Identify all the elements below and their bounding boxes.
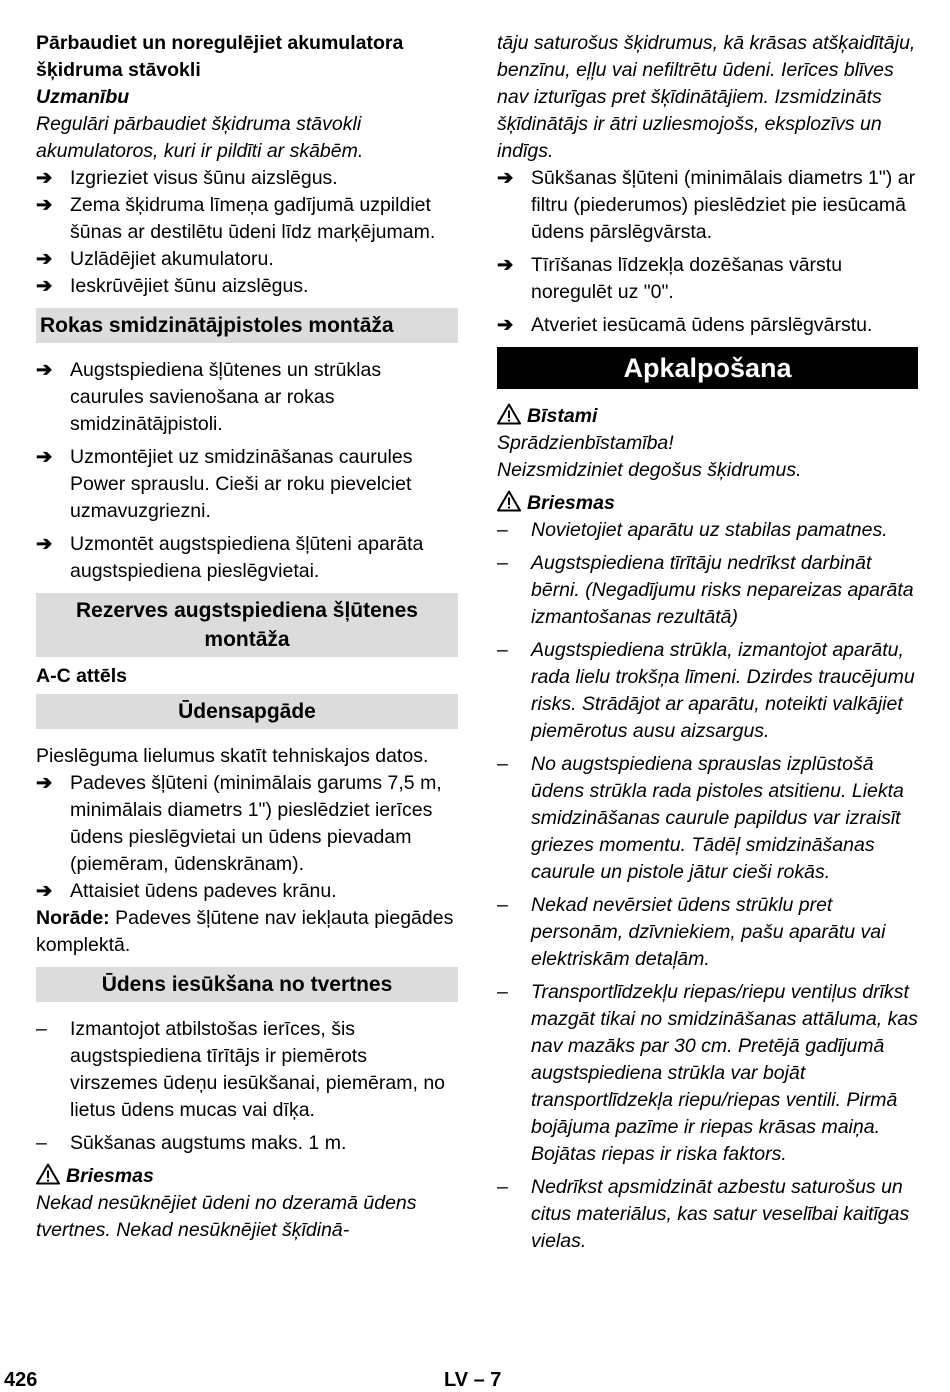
list-item: ➔ Uzmontējiet uz smidzināšanas caurules Power sprauslu. Cieši ar roku pievelciet uzmavuzgriezni.: [36, 446, 413, 522]
list-item: – Sūkšanas augstums maks. 1 m.: [36, 1130, 458, 1157]
list-item: ➔ Attaisiet ūdens padeves krānu.: [36, 878, 458, 905]
list-item: – Augstspiediena tīrītāju nedrīkst darbināt bērni. (Negadījumu risks nepareizas aparāta izmantošanas rezultātā): [497, 552, 914, 628]
arrow-icon: ➔: [36, 533, 53, 555]
list-item: ➔ Augstspiediena šļūtenes un strūklas caurules savienošana ar rokas smidzinātājpistoli.: [36, 359, 382, 435]
section-heading-water-supply: Ūdensapgāde: [36, 694, 458, 729]
water-supply-text: Pieslēguma lielumus skatīt tehniskajos datos.: [36, 745, 429, 767]
list-item: ➔ Tīrīšanas līdzekļa dozēšanas vārstu noregulēt uz "0".: [497, 254, 843, 303]
dash-marker: –: [36, 1018, 47, 1040]
continued-danger-text: tāju saturošus šķidrumus, kā krāsas atšķaidītāju, benzīnu, eļļu vai nefiltrētu ūdeni. Ierīces blīves nav izturīgas pret šķīdinātājiem. Izsmidzināts šķīdinātājs ir ātri uzliesmojošs, eksplozīvs un indīgs.: [497, 32, 916, 162]
dash-marker: –: [36, 1132, 47, 1154]
dash-marker: –: [497, 639, 508, 661]
list-item: – Izmantojot atbilstošas ierīces, šis augstspiediena tīrītājs ir piemērots virszemes ūdeņu iesūkšanai, piemēram, no lietus ūdens mucas vai dīķa.: [36, 1018, 446, 1121]
caution-text: Regulāri pārbaudiet šķidruma stāvokli akumulatoros, kuri ir pildīti ar skābēm.: [36, 113, 364, 162]
list-item: ➔ Zema šķidruma līmeņa gadījumā uzpildiet šūnas ar destilētu ūdeni līdz marķējumam.: [36, 194, 436, 243]
dash-marker: –: [497, 1176, 508, 1198]
danger-heading: Briesmas: [497, 490, 918, 517]
note-label: Norāde:: [36, 907, 110, 929]
arrow-icon: ➔: [36, 359, 53, 381]
language-page-label: LV – 7: [444, 1369, 502, 1391]
warning-triangle-icon: [36, 1163, 60, 1185]
list-item: ➔ Padeves šļūteni (minimālais garums 7,5 m, minimālais diametrs 1") pieslēdziet ierīces ūdens pieslēgvietai un ūdens pievadam (piemēram, ūdenskrānam).: [36, 772, 442, 875]
section-heading-operation: Apkalpošana: [497, 347, 918, 389]
arrow-icon: ➔: [36, 880, 53, 902]
list-item: – No augstspiediena sprauslas izplūstošā ūdens strūkla rada pistoles atsitienu. Liekta smidzināšanas caurule papildus var izraisīt griezes momentu. Tādēļ smidzināšanas caurule un pistole jātur cieši rokās.: [497, 753, 904, 883]
section-heading-tank-suction: Ūdens iesūkšana no tvertnes: [36, 967, 458, 1002]
list-item: ➔ Atveriet iesūcamā ūdens pārslēgvārstu.: [497, 312, 918, 339]
list-item: ➔ Ieskrūvējiet šūnu aizslēgus.: [36, 273, 458, 300]
arrow-icon: ➔: [36, 446, 53, 468]
hazard-line-2: Neizsmidziniet degošus šķidrumus.: [497, 459, 802, 481]
arrow-icon: ➔: [36, 275, 53, 297]
arrow-icon: ➔: [36, 167, 53, 189]
battery-heading: Pārbaudiet un noregulējiet akumulatora šķidruma stāvokli: [36, 32, 404, 81]
arrow-icon: ➔: [36, 248, 53, 270]
danger-heading: Briesmas: [36, 1163, 458, 1190]
list-item: – Nekad nevērsiet ūdens strūklu pret personām, dzīvniekiem, pašu aparātu vai elektriskām detaļām.: [497, 894, 886, 970]
dash-marker: –: [497, 981, 508, 1003]
dash-marker: –: [497, 753, 508, 775]
arrow-icon: ➔: [497, 167, 514, 189]
section-heading-pistol: Rokas smidzinātājpistoles montāža: [36, 308, 458, 343]
caution-label: Uzmanību: [36, 86, 130, 108]
page-number: 426: [4, 1369, 38, 1391]
list-item: ➔ Sūkšanas šļūteni (minimālais diametrs 1") ar filtru (piederumos) pieslēdziet pie iesūcamā ūdens pārslēgvārsta.: [497, 167, 916, 243]
note-paragraph: [36, 905, 458, 959]
dash-marker: –: [497, 552, 508, 574]
arrow-icon: ➔: [36, 772, 53, 794]
list-item: ➔ Izgrieziet visus šūnu aizslēgus.: [36, 165, 458, 192]
arrow-icon: ➔: [36, 194, 53, 216]
warning-triangle-icon: [497, 403, 521, 425]
list-item: – Transportlīdzekļu riepas/riepu ventiļus drīkst mazgāt tikai no smidzināšanas attāluma, kas nav mazāks par 30 cm. Pretējā gadījumā augstspiediena strūkla var bojāt transportlīdzekļa riepu/riepas ventili. Pirmā bojājuma pazīme ir riepas krāsas maiņa. Bojātas riepas ir riska faktors.: [497, 981, 918, 1165]
arrow-icon: ➔: [497, 254, 514, 276]
dash-marker: –: [497, 894, 508, 916]
arrow-icon: ➔: [497, 314, 514, 336]
right-column: [497, 30, 918, 1255]
hazard-heading: Bīstami: [497, 403, 918, 430]
list-item: – Novietojiet aparātu uz stabilas pamatnes.: [497, 517, 918, 544]
figure-reference: A-C attēls: [36, 665, 128, 687]
hazard-line-1: Sprādzienbīstamība!: [497, 432, 674, 454]
list-item: ➔ Uzlādējiet akumulatoru.: [36, 246, 458, 273]
list-item: – Nedrīkst apsmidzināt azbestu saturošus un citus materiālus, kas satur veselībai kaitīgas vielas.: [497, 1176, 910, 1252]
list-item: – Augstspiediena strūkla, izmantojot aparātu, rada lielu trokšņa līmeni. Dzirdes traucējumu risks. Strādājot ar aparātu, noteikti valkājiet piemērotus ausu aizsargus.: [497, 639, 915, 742]
dash-marker: –: [497, 519, 508, 541]
list-item: ➔ Uzmontēt augstspiediena šļūteni aparāta augstspiediena pieslēgvietai.: [36, 533, 424, 582]
danger-text: Nekad nesūknējiet ūdeni no dzeramā ūdens tvertnes. Nekad nesūknējiet šķīdinā-: [36, 1192, 417, 1241]
section-heading-reserve-hose: Rezerves augstspiediena šļūtenes montāža: [36, 593, 458, 657]
note-text: Padeves šļūtene nav iekļauta piegādes komplektā.: [36, 907, 454, 956]
left-column: [36, 30, 458, 1244]
warning-triangle-icon: [497, 490, 521, 512]
